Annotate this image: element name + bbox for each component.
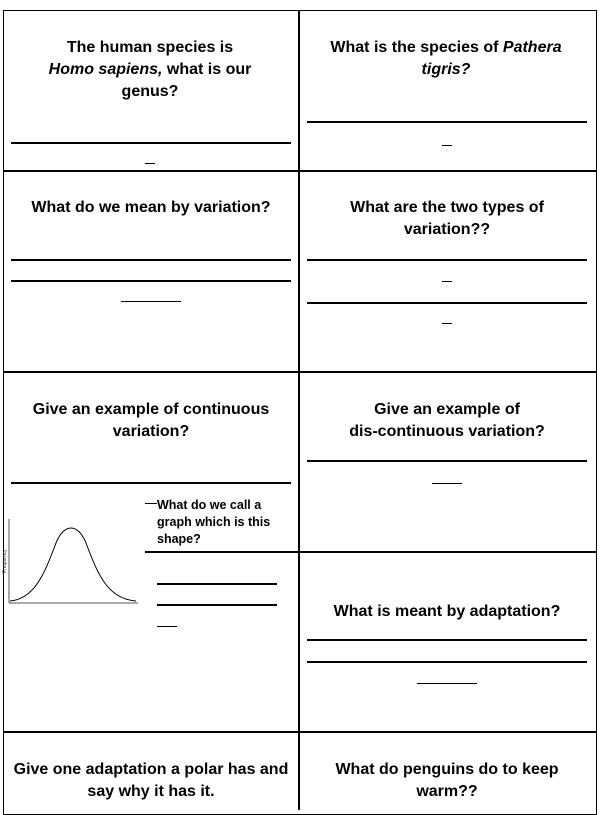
- row-divider-3-right: [145, 551, 597, 553]
- answer-line[interactable]: [307, 121, 587, 123]
- answer-line[interactable]: [307, 460, 587, 462]
- answer-line[interactable]: [307, 302, 587, 304]
- answer-line-fragment: [417, 683, 477, 684]
- graph-axis-label: Frequency: [2, 549, 8, 573]
- genus-question: The human species is Homo sapiens, what is our genus?: [48, 39, 252, 100]
- answer-line[interactable]: [157, 604, 277, 606]
- polar-question: Give one adaptation a polar has and say why it has it.: [13, 761, 289, 800]
- answer-line-fragment: [145, 503, 157, 504]
- graph-question: What do we call a graph which is this shape?: [157, 498, 271, 546]
- row-divider-1: [3, 170, 597, 172]
- discontinuous-question: Give an example of dis-continuous variation?: [349, 401, 545, 440]
- answer-line-fragment: [121, 301, 181, 302]
- answer-line-fragment: [442, 145, 452, 146]
- answer-line[interactable]: [11, 280, 291, 282]
- bell-curve: [10, 528, 136, 601]
- answer-line[interactable]: [307, 661, 587, 663]
- row-divider-4: [3, 731, 597, 733]
- answer-line[interactable]: [307, 259, 587, 261]
- answer-line[interactable]: [11, 259, 291, 261]
- species-question: What is the species of Pathera tigris?: [330, 39, 562, 78]
- row-divider-2: [3, 371, 597, 373]
- answer-line[interactable]: [157, 583, 277, 585]
- variation-question: What do we mean by variation?: [31, 199, 271, 216]
- answer-line[interactable]: [307, 639, 587, 641]
- answer-line-fragment: [442, 323, 452, 324]
- answer-line-fragment: [145, 163, 155, 164]
- answer-line-fragment: [432, 483, 462, 484]
- continuous-question: Give an example of continuous variation?: [32, 401, 270, 440]
- center-divider: [298, 10, 300, 810]
- answer-line[interactable]: [11, 482, 291, 484]
- answer-line[interactable]: [11, 142, 291, 144]
- answer-line-fragment: [442, 281, 452, 282]
- two-types-question: What are the two types of variation??: [350, 199, 544, 238]
- bell-curve-graph: [4, 515, 140, 607]
- penguin-question: What do penguins do to keep warm??: [335, 761, 559, 800]
- adaptation-question: What is meant by adaptation?: [333, 603, 561, 620]
- answer-line-fragment: [157, 626, 177, 627]
